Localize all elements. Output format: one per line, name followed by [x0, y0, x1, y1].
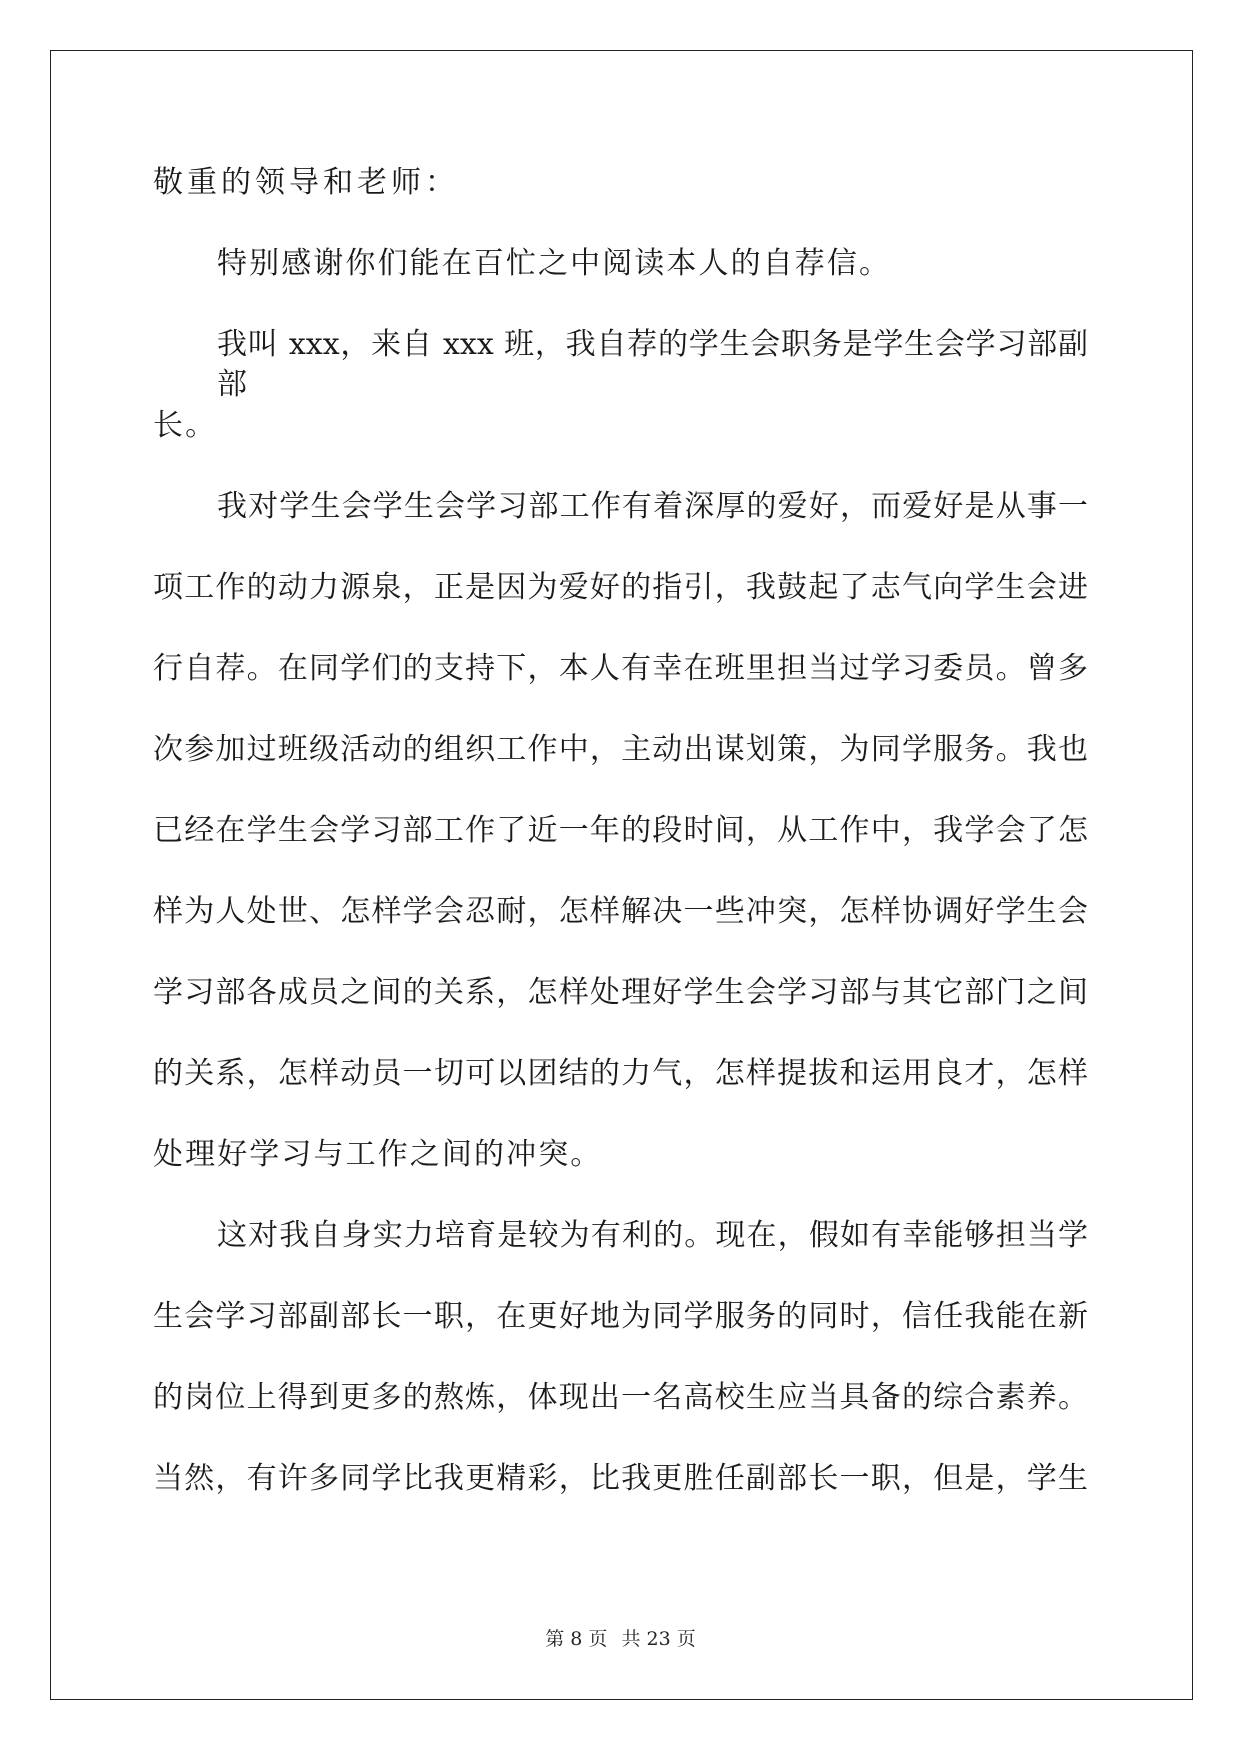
text-line: 特别感谢你们能在百忙之中阅读本人的自荐信。	[217, 246, 892, 281]
text-line: 这对我自身实力培育是较为有利的。现在，假如有幸能够担当学	[217, 1218, 1088, 1253]
text-line: 行自荐。在同学们的支持下，本人有幸在班里担当过学习委员。曾多	[153, 651, 1088, 686]
text-line: 学习部各成员之间的关系，怎样处理好学生会学习部与其它部门之间	[153, 975, 1088, 1010]
paragraph-lines	[153, 244, 1088, 1540]
text-line: 的岗位上得到更多的熬炼，体现出一名高校生应当具备的综合素养。	[153, 1380, 1088, 1415]
text-line: 的关系，怎样动员一切可以团结的力气，怎样提拔和运用良才，怎样	[153, 1056, 1088, 1091]
text-line: 长。	[153, 408, 218, 443]
text-line: 我叫 xxx，来自 xxx 班，我自荐的学生会职务是学生会学习部副部	[217, 327, 1088, 402]
document-body	[153, 163, 1088, 1540]
text-line: 我对学生会学生会学习部工作有着深厚的爱好，而爱好是从事一	[217, 489, 1088, 524]
text-line: 当然，有许多同学比我更精彩，比我更胜任副部长一职，但是，学生	[153, 1461, 1088, 1496]
page-number: 第 8 页	[545, 1628, 608, 1650]
text-line: 样为人处世、怎样学会忍耐，怎样解决一些冲突，怎样协调好学生会	[153, 894, 1088, 929]
text-line: 已经在学生会学习部工作了近一年的段时间，从工作中，我学会了怎	[153, 813, 1088, 848]
text-line: 项工作的动力源泉，正是因为爱好的指引，我鼓起了志气向学生会进	[153, 570, 1088, 605]
text-line: 处理好学习与工作之间的冲突。	[153, 1137, 603, 1172]
page-total: 共 23 页	[621, 1628, 696, 1650]
text-line: 生会学习部副部长一职，在更好地为同学服务的同时，信任我能在新	[153, 1299, 1088, 1334]
text-line: 次参加过班级活动的组织工作中，主动出谋划策，为同学服务。我也	[153, 732, 1088, 767]
page-footer	[0, 1624, 1241, 1651]
salutation: 敬重的领导和老师：	[153, 165, 459, 200]
